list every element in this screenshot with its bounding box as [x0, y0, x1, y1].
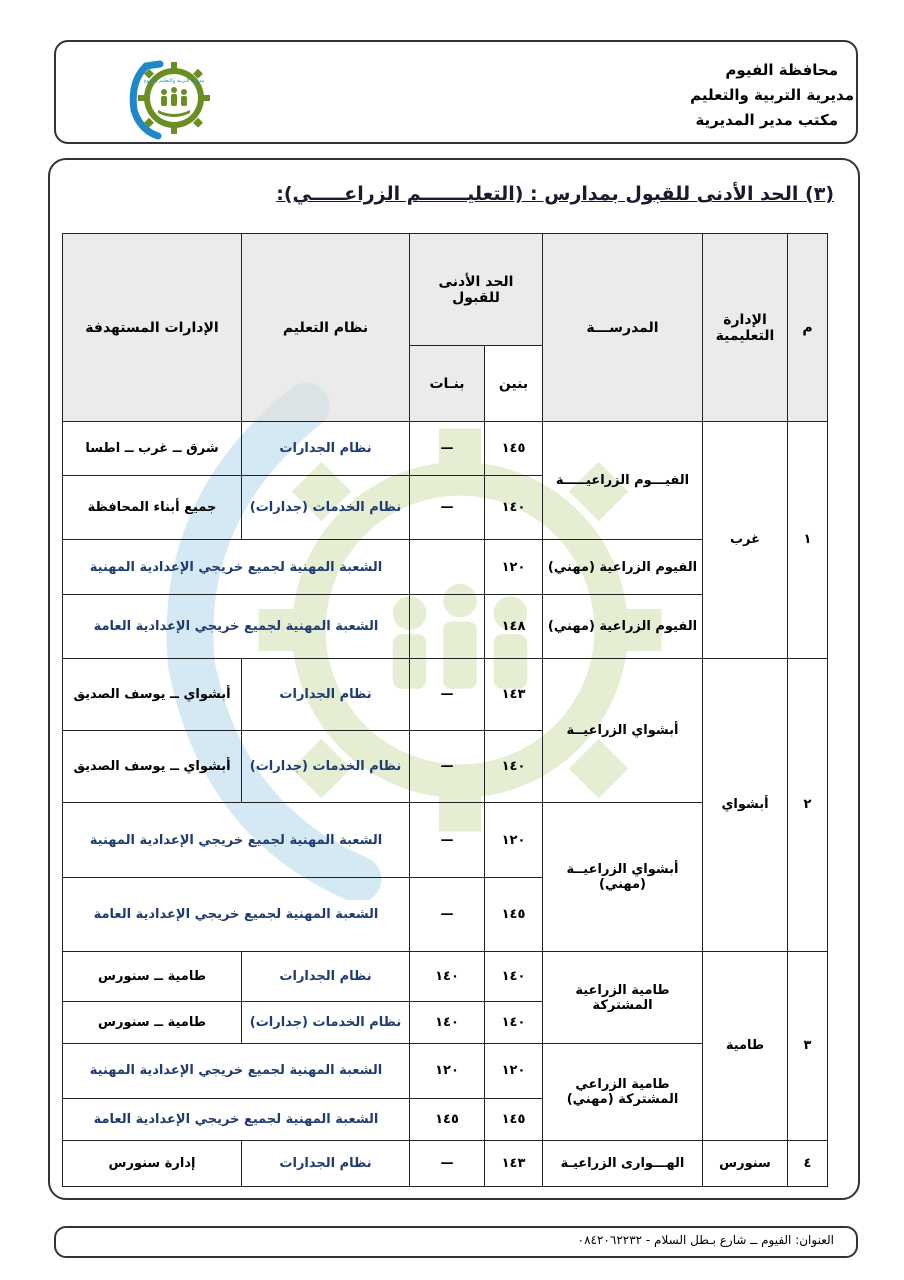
- educational-admin: سنورس: [703, 1140, 788, 1186]
- min-score-boys: ١٢٠: [485, 1044, 543, 1098]
- min-score-boys: ١٤٥: [485, 1098, 543, 1140]
- row-number: ١: [788, 422, 828, 659]
- min-score-girls: —: [410, 803, 485, 877]
- min-score-girls: —: [410, 877, 485, 951]
- school-name: الفيوم الزراعية (مهني): [543, 540, 703, 594]
- section-title: (٣) الحد الأدنى للقبول بمدارس : (التعليـــــــم الزراعـــــي):: [276, 183, 834, 205]
- table-row: [63, 658, 828, 730]
- table-row: [63, 422, 828, 476]
- education-system: نظام الخدمات (جدارات): [242, 731, 410, 803]
- min-score-boys: ١٤٥: [485, 877, 543, 951]
- min-score-boys: ١٢٠: [485, 540, 543, 594]
- education-system: نظام الجدارات: [242, 658, 410, 730]
- school-name: طامية الزراعية المشتركة: [543, 952, 703, 1044]
- row-number: ٤: [788, 1140, 828, 1186]
- min-score-girls: —: [410, 476, 485, 540]
- header-girls: بنـات: [410, 346, 485, 422]
- header-school: المدرســـة: [543, 234, 703, 422]
- table-row: [63, 952, 828, 1002]
- min-score-boys: ١٤٥: [485, 422, 543, 476]
- educational-admin: غرب: [703, 422, 788, 659]
- vocational-division: الشعبة المهنية لجميع خريجي الإعدادية العامة: [63, 594, 410, 658]
- vocational-division: الشعبة المهنية لجميع خريجي الإعدادية المهنية: [63, 803, 410, 877]
- min-score-boys: ١٤٠: [485, 476, 543, 540]
- directorate-logo: [124, 52, 214, 142]
- governorate-name: محافظة الفيوم: [725, 61, 838, 79]
- target-administrations: إدارة سنورس: [63, 1140, 242, 1186]
- min-score-girls: —: [410, 422, 485, 476]
- target-administrations: جميع أبناء المحافظة: [63, 476, 242, 540]
- educational-admin: أبشواي: [703, 658, 788, 951]
- min-score-girls: ١٢٠: [410, 1044, 485, 1098]
- min-score-girls: ١٤٠: [410, 952, 485, 1002]
- vocational-division: الشعبة المهنية لجميع خريجي الإعدادية المهنية: [63, 1044, 410, 1098]
- admission-table: [62, 233, 828, 1187]
- school-name: الفيـــوم الزراعيـــــة: [543, 422, 703, 540]
- target-administrations: طامية ــ سنورس: [63, 952, 242, 1002]
- education-system: نظام الجدارات: [242, 952, 410, 1002]
- min-score-girls: ١٤٥: [410, 1098, 485, 1140]
- education-system: نظام الخدمات (جدارات): [242, 476, 410, 540]
- education-system: نظام الخدمات (جدارات): [242, 1002, 410, 1044]
- svg-text:مديرية التربية والتعليم بالفيو: مديرية التربية والتعليم بالفيوم: [143, 78, 205, 84]
- vocational-division: الشعبة المهنية لجميع خريجي الإعدادية العامة: [63, 877, 410, 951]
- school-name: أبشواي الزراعيــة (مهني): [543, 803, 703, 952]
- header-system: نظام التعليم: [242, 234, 410, 422]
- header-text: [690, 58, 854, 133]
- row-number: ٣: [788, 952, 828, 1141]
- school-name: الفيوم الزراعية (مهني): [543, 594, 703, 658]
- vocational-division: الشعبة المهنية لجميع خريجي الإعدادية المهنية: [63, 540, 410, 594]
- min-score-girls: —: [410, 1140, 485, 1186]
- row-number: ٢: [788, 658, 828, 951]
- min-score-boys: ١٢٠: [485, 803, 543, 877]
- min-score-boys: ١٤٠: [485, 1002, 543, 1044]
- header-admin: الإدارة التعليمية: [703, 234, 788, 422]
- min-score-girls: [410, 540, 485, 594]
- office-name: مكتب مدير المديرية: [695, 111, 838, 129]
- footer-address: العنوان: الفيوم ــ شارع بـطل السلام - ٠٨٤٢٠٦٢٢٣٢: [577, 1233, 834, 1247]
- min-score-girls: —: [410, 658, 485, 730]
- school-name: طامية الزراعي المشتركة (مهني): [543, 1044, 703, 1140]
- target-administrations: أبشواي ــ يوسف الصديق: [63, 731, 242, 803]
- min-score-girls: ١٤٠: [410, 1002, 485, 1044]
- target-administrations: أبشواي ــ يوسف الصديق: [63, 658, 242, 730]
- education-system: نظام الجدارات: [242, 1140, 410, 1186]
- header-m: م: [788, 234, 828, 422]
- table-row: [63, 1140, 828, 1186]
- min-score-boys: ١٤٨: [485, 594, 543, 658]
- school-name: أبشواي الزراعيــة: [543, 658, 703, 803]
- school-name: الهـــوارى الزراعيـة: [543, 1140, 703, 1186]
- min-score-boys: ١٤٠: [485, 952, 543, 1002]
- header-boys: بنين: [485, 346, 543, 422]
- min-score-girls: —: [410, 731, 485, 803]
- min-score-boys: ١٤٣: [485, 1140, 543, 1186]
- min-score-girls: [410, 594, 485, 658]
- target-administrations: شرق ــ غرب ــ اطسا: [63, 422, 242, 476]
- education-system: نظام الجدارات: [242, 422, 410, 476]
- min-score-boys: ١٤٠: [485, 731, 543, 803]
- min-score-boys: ١٤٣: [485, 658, 543, 730]
- vocational-division: الشعبة المهنية لجميع خريجي الإعدادية العامة: [63, 1098, 410, 1140]
- target-administrations: طامية ــ سنورس: [63, 1002, 242, 1044]
- directorate-name: مديرية التربية والتعليم: [690, 86, 854, 104]
- header-target: الإدارات المستهدفة: [63, 234, 242, 422]
- header-min-score: الحد الأدنى للقبول: [410, 234, 543, 346]
- educational-admin: طامية: [703, 952, 788, 1141]
